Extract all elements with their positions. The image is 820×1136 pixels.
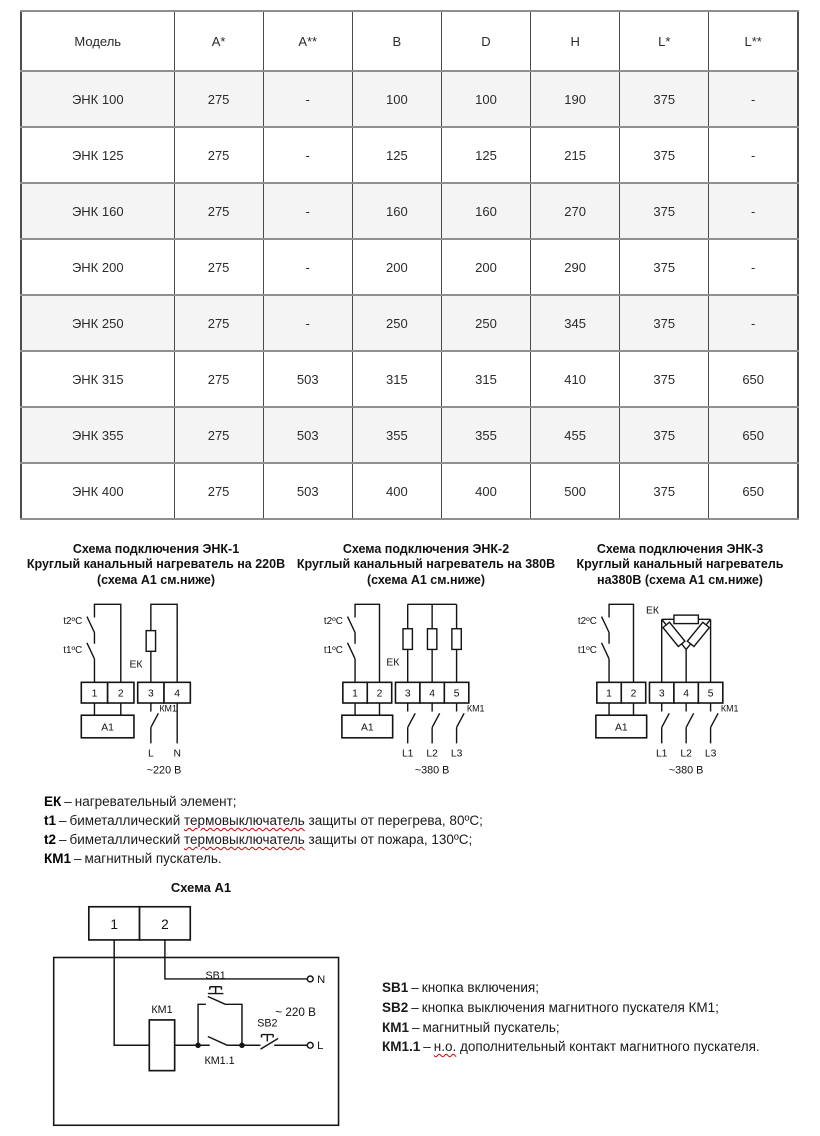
dash: – xyxy=(59,812,67,828)
col-header-l2: L** xyxy=(709,11,798,71)
value-cell: 190 xyxy=(531,71,620,127)
col-header-a1: A* xyxy=(174,11,263,71)
t1-label: t1ºC xyxy=(62,644,82,656)
model-cell: ЭНК 315 xyxy=(21,351,174,407)
value-cell: 290 xyxy=(531,239,620,295)
neutral-n-label: N xyxy=(317,974,326,987)
value-cell: 345 xyxy=(531,295,620,351)
table-row xyxy=(21,351,798,407)
voltage-label: ~380 В xyxy=(668,764,703,777)
table-row xyxy=(21,463,798,519)
model-cell: ЭНК 200 xyxy=(21,239,174,295)
legend-term: t2 xyxy=(44,832,57,848)
terminal-2: 2 xyxy=(630,688,636,700)
value-cell: 160 xyxy=(352,183,441,239)
model-cell: ЭНК 125 xyxy=(21,127,174,183)
terminal-4: 4 xyxy=(428,688,435,700)
t2-label: t2ºC xyxy=(62,615,82,627)
legend-term: t1 xyxy=(44,812,57,828)
t2-label: t2ºC xyxy=(577,615,597,627)
terminal-1: 1 xyxy=(605,688,612,700)
phase-l3-label: L3 xyxy=(704,748,716,760)
value-cell: 650 xyxy=(709,351,798,407)
terminal-3: 3 xyxy=(658,688,665,700)
terminal-1: 1 xyxy=(351,688,358,700)
legend-term: КМ1 xyxy=(44,851,71,867)
value-cell: 200 xyxy=(441,239,530,295)
value-cell: - xyxy=(709,127,798,183)
table-row xyxy=(21,127,798,183)
value-cell: 400 xyxy=(352,463,441,519)
terminal-1: 1 xyxy=(91,688,97,700)
dash: – xyxy=(412,1019,420,1035)
terminal-2: 2 xyxy=(376,688,382,700)
value-cell: 125 xyxy=(352,127,441,183)
value-cell: 200 xyxy=(352,239,441,295)
value-cell: 375 xyxy=(620,463,709,519)
value-cell: 275 xyxy=(174,407,263,463)
value-cell: 375 xyxy=(620,127,709,183)
legend-item: ЕК – нагревательный элемент; xyxy=(44,793,237,809)
km1-coil-label: КМ1 xyxy=(151,1004,173,1017)
col-header-d: D xyxy=(441,11,530,71)
value-cell: 375 xyxy=(620,295,709,351)
value-cell: 250 xyxy=(352,295,441,351)
enk2-circuit-drawing xyxy=(309,591,544,784)
value-cell: 270 xyxy=(531,183,620,239)
diagram-enk1-title xyxy=(27,542,285,588)
legend-term: SB2 xyxy=(382,999,409,1015)
scheme-a1-title: Схема А1 xyxy=(170,880,232,896)
table-row xyxy=(21,71,798,127)
scheme-a1-drawing xyxy=(40,897,362,1136)
value-cell: - xyxy=(709,295,798,351)
terminal-4: 4 xyxy=(682,688,689,700)
value-cell: 503 xyxy=(263,351,352,407)
value-cell: 275 xyxy=(174,351,263,407)
dash: – xyxy=(59,832,67,848)
legend-term: SB1 xyxy=(382,980,409,996)
value-cell: 375 xyxy=(620,239,709,295)
diagram-enk3-title xyxy=(577,542,784,588)
legend-item: t2 – биметаллический термовыключатель защиты от пожара, 130ºС; xyxy=(44,832,473,848)
sb2-label: SB2 xyxy=(257,1018,278,1031)
col-header-l1: L* xyxy=(620,11,709,71)
col-header-h: H xyxy=(531,11,620,71)
value-cell: 315 xyxy=(352,351,441,407)
terminal-3: 3 xyxy=(404,688,411,700)
phase-l-label: L xyxy=(317,1040,324,1053)
value-cell: 503 xyxy=(263,463,352,519)
terminal-2: 2 xyxy=(117,688,124,700)
a1-label: А1 xyxy=(100,722,114,734)
ek-label: ЕК xyxy=(645,605,659,617)
neutral-n-label: N xyxy=(172,748,181,760)
value-cell: 400 xyxy=(441,463,530,519)
value-cell: 375 xyxy=(620,71,709,127)
diagram-enk1 xyxy=(20,542,292,784)
terminal-3: 3 xyxy=(147,688,154,700)
km1-label: КМ1 xyxy=(720,703,739,714)
model-cell: ЭНК 250 xyxy=(21,295,174,351)
dash: – xyxy=(411,999,419,1015)
terminal-4: 4 xyxy=(173,688,180,700)
value-cell: 500 xyxy=(531,463,620,519)
t1-label: t1ºC xyxy=(323,644,343,656)
legend-item: t1 – биметаллический термовыключатель защиты от перегрева, 80ºС; xyxy=(44,812,483,828)
diagram-enk2 xyxy=(292,542,560,784)
value-cell: 275 xyxy=(174,239,263,295)
value-cell: - xyxy=(263,71,352,127)
diagram-enk2-title xyxy=(297,542,555,588)
dash: – xyxy=(64,793,72,809)
phase-l3-label: L3 xyxy=(450,748,462,760)
value-cell: 375 xyxy=(620,407,709,463)
voltage-label: ~220 В xyxy=(146,764,181,777)
value-cell: - xyxy=(263,295,352,351)
value-cell: 315 xyxy=(441,351,530,407)
title-line: на380В (схема А1 см.ниже) xyxy=(597,572,763,587)
legend-term: КМ1.1 xyxy=(382,1039,421,1055)
value-cell: 275 xyxy=(174,71,263,127)
value-cell: - xyxy=(709,71,798,127)
table-header-row xyxy=(21,11,798,71)
value-cell: - xyxy=(263,183,352,239)
value-cell: 375 xyxy=(620,351,709,407)
t1-label: t1ºC xyxy=(577,644,597,656)
value-cell: 503 xyxy=(263,407,352,463)
value-cell: 275 xyxy=(174,463,263,519)
ek-label: ЕК xyxy=(385,657,399,669)
terminal-2: 2 xyxy=(161,917,169,933)
table-row xyxy=(21,183,798,239)
legend-term: ЕК xyxy=(44,793,62,809)
model-cell: ЭНК 100 xyxy=(21,71,174,127)
voltage-label: ~380 В xyxy=(414,764,449,777)
terminal-5: 5 xyxy=(453,688,459,700)
value-cell: 100 xyxy=(352,71,441,127)
legend-item: SB2 – кнопка выключения магнитного пускателя КМ1; xyxy=(382,999,719,1015)
diagram-enk3 xyxy=(560,542,800,784)
model-cell: ЭНК 400 xyxy=(21,463,174,519)
t2-label: t2ºC xyxy=(323,615,343,627)
enk3-circuit-drawing xyxy=(563,591,798,784)
sb1-label: SB1 xyxy=(205,970,226,983)
title-line: Схема подключения ЭНК-3 xyxy=(596,542,764,556)
wiring-diagrams-row xyxy=(20,542,800,784)
value-cell: 455 xyxy=(531,407,620,463)
scheme-a1-section xyxy=(20,880,800,1136)
value-cell: 410 xyxy=(531,351,620,407)
col-header-a2: A** xyxy=(263,11,352,71)
legend-item: КМ1.1 – н.о. дополнительный контакт магнитного пускателя. xyxy=(382,1039,760,1055)
phase-l1-label: L1 xyxy=(655,748,667,760)
value-cell: 355 xyxy=(441,407,530,463)
col-header-model: Модель xyxy=(21,11,174,71)
ek-label: ЕК xyxy=(128,659,142,671)
value-cell: 650 xyxy=(709,463,798,519)
title-line: Схема подключения ЭНК-1 xyxy=(72,542,240,556)
component-legend xyxy=(44,792,800,869)
enk1-circuit-drawing xyxy=(39,591,274,784)
phase-l2-label: L2 xyxy=(425,748,438,760)
dash: – xyxy=(74,851,82,867)
dimensions-table xyxy=(20,10,799,520)
value-cell: 275 xyxy=(174,295,263,351)
value-cell: 375 xyxy=(620,183,709,239)
dash: – xyxy=(411,980,419,996)
terminal-5: 5 xyxy=(707,688,713,700)
phase-l2-label: L2 xyxy=(679,748,692,760)
km1-label: КМ1 xyxy=(466,703,485,714)
title-line: Схема подключения ЭНК-2 xyxy=(342,542,510,556)
value-cell: - xyxy=(709,239,798,295)
col-header-b: B xyxy=(352,11,441,71)
scheme-a1-legend xyxy=(382,880,760,1136)
terminal-1: 1 xyxy=(110,917,118,933)
value-cell: 275 xyxy=(174,127,263,183)
table-row xyxy=(21,295,798,351)
title-line: Круглый канальный нагреватель на 220В xyxy=(26,557,286,572)
value-cell: 650 xyxy=(709,407,798,463)
value-cell: 160 xyxy=(441,183,530,239)
value-cell: 275 xyxy=(174,183,263,239)
phase-l-label: L xyxy=(147,748,154,760)
km11-contact-label: КМ1.1 xyxy=(204,1055,235,1068)
title-line: Круглый канальный нагреватель на 380В xyxy=(296,557,556,572)
title-line: (схема А1 см.ниже) xyxy=(366,572,486,587)
voltage-label: ~ 220 В xyxy=(275,1006,316,1020)
a1-label: А1 xyxy=(614,722,628,734)
phase-l1-label: L1 xyxy=(401,748,413,760)
value-cell: - xyxy=(709,183,798,239)
table-row xyxy=(21,239,798,295)
value-cell: - xyxy=(263,239,352,295)
value-cell: 215 xyxy=(531,127,620,183)
title-line: (схема А1 см.ниже) xyxy=(96,572,216,587)
table-row xyxy=(21,407,798,463)
title-line: Круглый канальный нагреватель xyxy=(576,557,784,572)
value-cell: - xyxy=(263,127,352,183)
value-cell: 125 xyxy=(441,127,530,183)
km1-label: КМ1 xyxy=(158,703,177,714)
legend-item: КМ1 – магнитный пускатель; xyxy=(382,1019,560,1035)
value-cell: 355 xyxy=(352,407,441,463)
model-cell: ЭНК 355 xyxy=(21,407,174,463)
legend-term: КМ1 xyxy=(382,1019,409,1035)
scheme-a1-block xyxy=(20,880,382,1136)
legend-item: SB1 – кнопка включения; xyxy=(382,980,539,996)
model-cell: ЭНК 160 xyxy=(21,183,174,239)
dash: – xyxy=(423,1039,431,1055)
legend-item: КМ1 – магнитный пускатель. xyxy=(44,851,222,867)
value-cell: 100 xyxy=(441,71,530,127)
a1-label: А1 xyxy=(360,722,374,734)
value-cell: 250 xyxy=(441,295,530,351)
